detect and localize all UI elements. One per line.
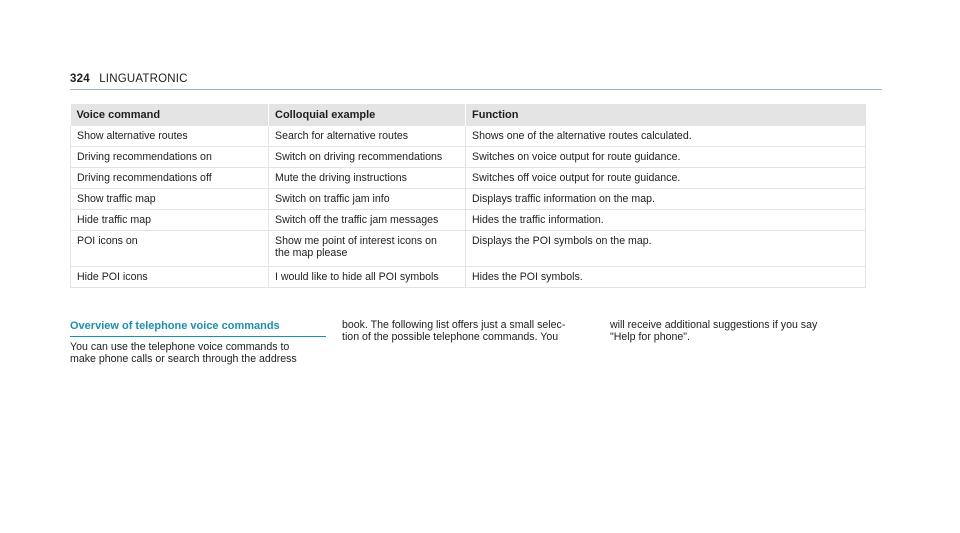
body-text-column-1: You can use the telephone voice commands to make phone calls or search through the address: [70, 341, 297, 365]
column-header: Function: [466, 104, 866, 126]
header-divider: [70, 89, 882, 90]
function-cell: Switches on voice output for route guidance.: [466, 147, 866, 168]
table-row: [71, 210, 866, 231]
section-name: LINGUATRONIC: [99, 73, 188, 85]
voice-command-cell: Hide POI icons: [71, 267, 269, 288]
body-text-column-3: will receive additional suggestions if you say "Help for phone".: [610, 319, 818, 343]
voice-commands-table: [70, 104, 866, 288]
colloquial-example-cell: Switch off the traffic jam messages: [269, 210, 466, 231]
voice-command-cell: Driving recommendations off: [71, 168, 269, 189]
voice-command-cell: Hide traffic map: [71, 210, 269, 231]
section-heading: Overview of telephone voice commands: [70, 320, 326, 337]
function-cell: Hides the POI symbols.: [466, 267, 866, 288]
colloquial-example-cell: Switch on traffic jam info: [269, 189, 466, 210]
column-header: Colloquial example: [269, 104, 466, 126]
function-cell: Hides the traffic information.: [466, 210, 866, 231]
function-cell: Displays traffic information on the map.: [466, 189, 866, 210]
table-row: [71, 231, 866, 267]
page-number: 324: [70, 73, 90, 85]
function-cell: Displays the POI symbols on the map.: [466, 231, 866, 267]
colloquial-example-cell: Search for alternative routes: [269, 126, 466, 147]
voice-command-cell: Show traffic map: [71, 189, 269, 210]
function-cell: Shows one of the alternative routes calculated.: [466, 126, 866, 147]
colloquial-example-cell: Mute the driving instructions: [269, 168, 466, 189]
body-text-column-2: book. The following list offers just a small selec- tion of the possible telephone commands. You: [342, 319, 566, 343]
function-cell: Switches off voice output for route guidance.: [466, 168, 866, 189]
table-row: [71, 147, 866, 168]
table-row: [71, 126, 866, 147]
colloquial-example-cell: Switch on driving recommendations: [269, 147, 466, 168]
voice-command-cell: Driving recommendations on: [71, 147, 269, 168]
voice-command-cell: POI icons on: [71, 231, 269, 267]
table-row: [71, 168, 866, 189]
page-header: [70, 73, 188, 85]
table-header-row: [71, 104, 866, 126]
table-row: [71, 267, 866, 288]
colloquial-example-cell: I would like to hide all POI symbols: [269, 267, 466, 288]
column-header: Voice command: [71, 104, 269, 126]
table-row: [71, 189, 866, 210]
voice-command-cell: Show alternative routes: [71, 126, 269, 147]
colloquial-example-cell: Show me point of interest icons on the map please: [269, 231, 466, 267]
